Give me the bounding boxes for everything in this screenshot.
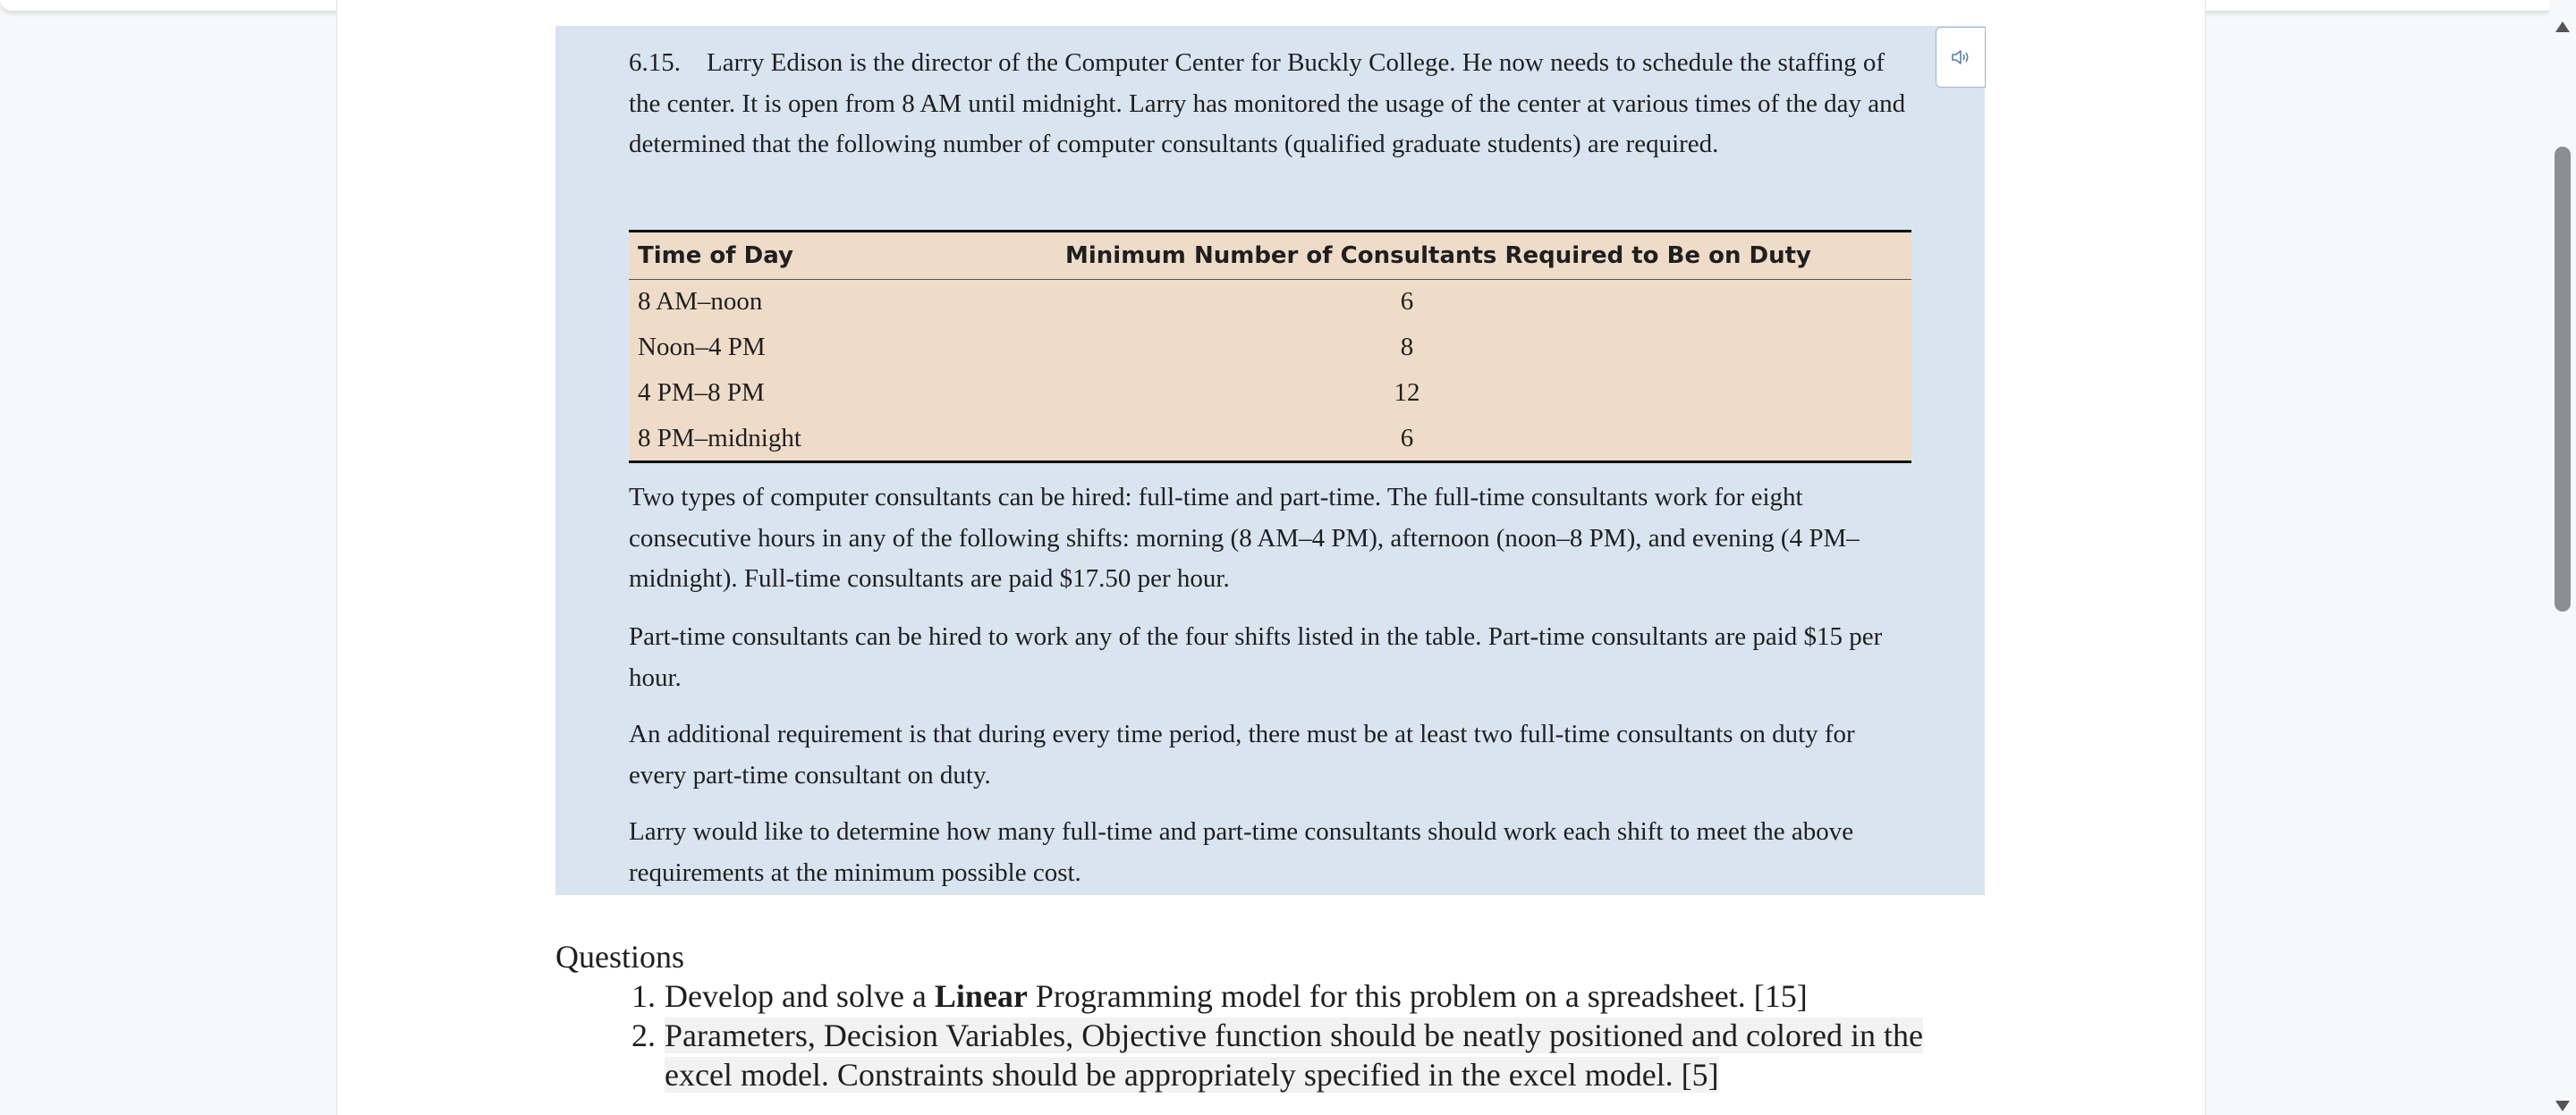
question-bold-term: Linear (934, 978, 1028, 1014)
scroll-up-arrow-icon[interactable] (2555, 21, 2570, 32)
full-time-description: Two types of computer consultants can be hired: full-time and part-time. The full-time consultants work for eight consecutive hours in any of the following shifts: morning (8 AM–4 PM), afternoon (noon–8 PM), and evening (4 PM–midnight). Full-time consultants are paid $17.50 per hour. (629, 483, 1860, 593)
table-row (629, 371, 1911, 417)
question-text (665, 978, 1808, 1014)
row-time: 4 PM–8 PM (638, 378, 765, 407)
list-item (555, 1016, 1987, 1094)
table-row (629, 417, 1911, 462)
question-text-part: Programming model for this problem on a spreadsheet. [15] (1027, 978, 1808, 1014)
read-aloud-button[interactable] (1936, 27, 1986, 88)
header-min-consultants: Minimum Number of Consultants Required to Be on Duty (1065, 242, 1811, 269)
header-time-of-day: Time of Day (638, 242, 793, 269)
questions-list (555, 976, 1987, 1094)
question-text: Parameters, Decision Variables, Objective function should be neatly positioned and colored in the excel model. Constraints should be appropriately specified in the excel model. [5] (665, 1018, 1923, 1093)
table-header (629, 232, 1911, 280)
objective-statement: Larry would like to determine how many full-time and part-time consultants should work each shift to meet the above requirements at the minimum possible cost. (629, 817, 1854, 887)
speaker-icon (1949, 46, 1972, 69)
row-time: Noon–4 PM (638, 333, 766, 361)
questions-heading: Questions (555, 939, 684, 975)
vertical-scrollbar[interactable] (2549, 0, 2576, 1115)
row-time: 8 AM–noon (638, 287, 763, 316)
question-number: 2. (631, 1018, 656, 1053)
row-min: 12 (1394, 378, 1420, 407)
scroll-thumb[interactable] (2555, 147, 2571, 612)
row-time: 8 PM–midnight (638, 424, 801, 452)
row-min: 8 (1400, 333, 1414, 361)
row-min: 6 (1400, 424, 1414, 452)
part-time-description: Part-time consultants can be hired to work any of the four shifts listed in the table. Part-time consultants are paid $15 per hour. (629, 622, 1883, 692)
table-row (629, 325, 1911, 371)
scroll-down-arrow-icon[interactable] (2555, 1101, 2570, 1111)
consultant-requirements-table (629, 230, 1911, 463)
problem-intro: 6.15. Larry Edison is the director of the Computer Center for Buckly College. He now needs to schedule the staffing of the center. It is open from 8 AM until midnight. Larry has monitored the usage of the center at various times of the day and determined that the following number of computer consultants (qualified graduate students) are required. (629, 48, 1906, 158)
question-text-part: Develop and solve a (665, 978, 935, 1014)
list-item (555, 976, 1987, 1016)
ratio-requirement: An additional requirement is that during every time period, there must be at least two full-time consultants on duty for every part-time consultant on duty. (629, 720, 1855, 790)
question-number: 1. (631, 978, 656, 1014)
table-row (629, 280, 1911, 325)
row-min: 6 (1400, 287, 1414, 316)
